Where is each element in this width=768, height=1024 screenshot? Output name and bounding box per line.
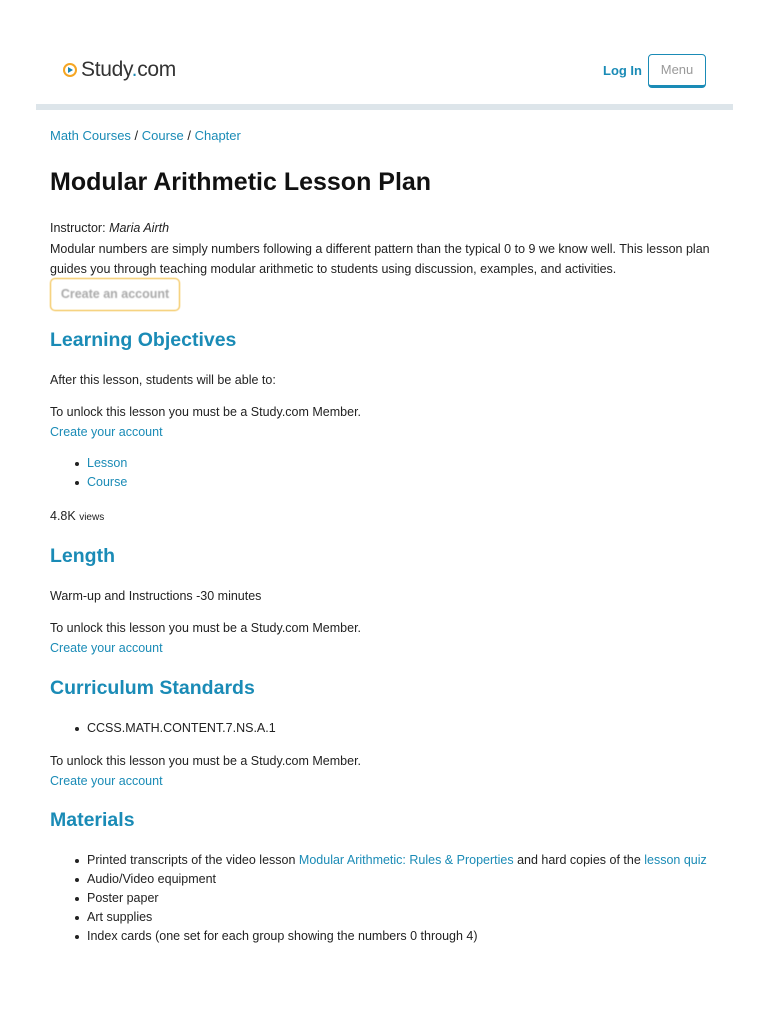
breadcrumb	[50, 128, 241, 143]
list-item	[50, 454, 127, 473]
list-item: Art supplies	[50, 908, 720, 927]
material-text: Printed transcripts of the video lesson	[87, 853, 299, 867]
instructor-label: Instructor:	[50, 221, 106, 235]
breadcrumb-separator: /	[134, 128, 139, 143]
materials-heading: Materials	[50, 809, 135, 831]
curriculum-standards-heading: Curriculum Standards	[50, 677, 255, 699]
play-logo-icon	[63, 63, 77, 77]
views-number: 4.8K	[50, 509, 76, 523]
site-header	[0, 0, 768, 104]
list-item	[50, 473, 127, 492]
objectives-intro: After this lesson, students will be able to:	[50, 373, 276, 387]
list-item: Poster paper	[50, 889, 720, 908]
breadcrumb-chapter[interactable]: Chapter	[194, 128, 241, 143]
breadcrumb-math-courses[interactable]: Math Courses	[50, 128, 131, 143]
learning-objectives-heading: Learning Objectives	[50, 329, 237, 351]
length-heading: Length	[50, 545, 115, 567]
standards-list	[50, 719, 276, 738]
create-account-button[interactable]: Create an account	[50, 278, 180, 311]
length-text: Warm-up and Instructions -30 minutes	[50, 589, 262, 603]
list-item: CCSS.MATH.CONTENT.7.NS.A.1	[50, 719, 276, 738]
header-divider	[36, 104, 733, 110]
logo-text: Study.com	[81, 58, 176, 81]
materials-list	[50, 851, 720, 946]
unlock-message: To unlock this lesson you must be a Study.com Member.	[50, 405, 362, 419]
views-count	[50, 507, 104, 527]
page-title: Modular Arithmetic Lesson Plan	[50, 168, 432, 196]
views-label: views	[79, 512, 105, 523]
breadcrumb-course[interactable]: Course	[141, 128, 184, 143]
course-link[interactable]: Course	[87, 475, 128, 489]
study-logo[interactable]	[63, 58, 176, 82]
instructor-name: Maria Airth	[109, 221, 170, 235]
list-item	[50, 851, 720, 870]
unlock-message: To unlock this lesson you must be a Study.com Member.	[50, 621, 362, 635]
instructor-line	[50, 221, 169, 235]
lesson-description: Modular numbers are simply numbers following a different pattern than the typical 0 to 9 we know well. This lesson plan guides you through teaching modular arithmetic to students using discussion, examples, and activities.	[50, 242, 710, 276]
create-your-account-link[interactable]: Create your account	[50, 641, 163, 655]
breadcrumb-separator: /	[187, 128, 191, 143]
lesson-quiz-link[interactable]: lesson quiz	[644, 853, 707, 867]
login-link[interactable]: Log In	[603, 63, 642, 78]
list-item: Audio/Video equipment	[50, 870, 720, 889]
unlock-message: To unlock this lesson you must be a Study.com Member.	[50, 754, 362, 768]
lesson-link[interactable]: Lesson	[87, 456, 128, 470]
material-text: and hard copies of the	[513, 853, 645, 867]
modular-arithmetic-lesson-link[interactable]: Modular Arithmetic: Rules & Properties	[298, 853, 514, 867]
create-your-account-link[interactable]: Create your account	[50, 425, 163, 439]
create-your-account-link[interactable]: Create your account	[50, 774, 163, 788]
list-item: Index cards (one set for each group showing the numbers 0 through 4)	[50, 927, 720, 946]
objectives-link-list	[50, 454, 127, 492]
menu-button[interactable]: Menu	[648, 54, 706, 88]
